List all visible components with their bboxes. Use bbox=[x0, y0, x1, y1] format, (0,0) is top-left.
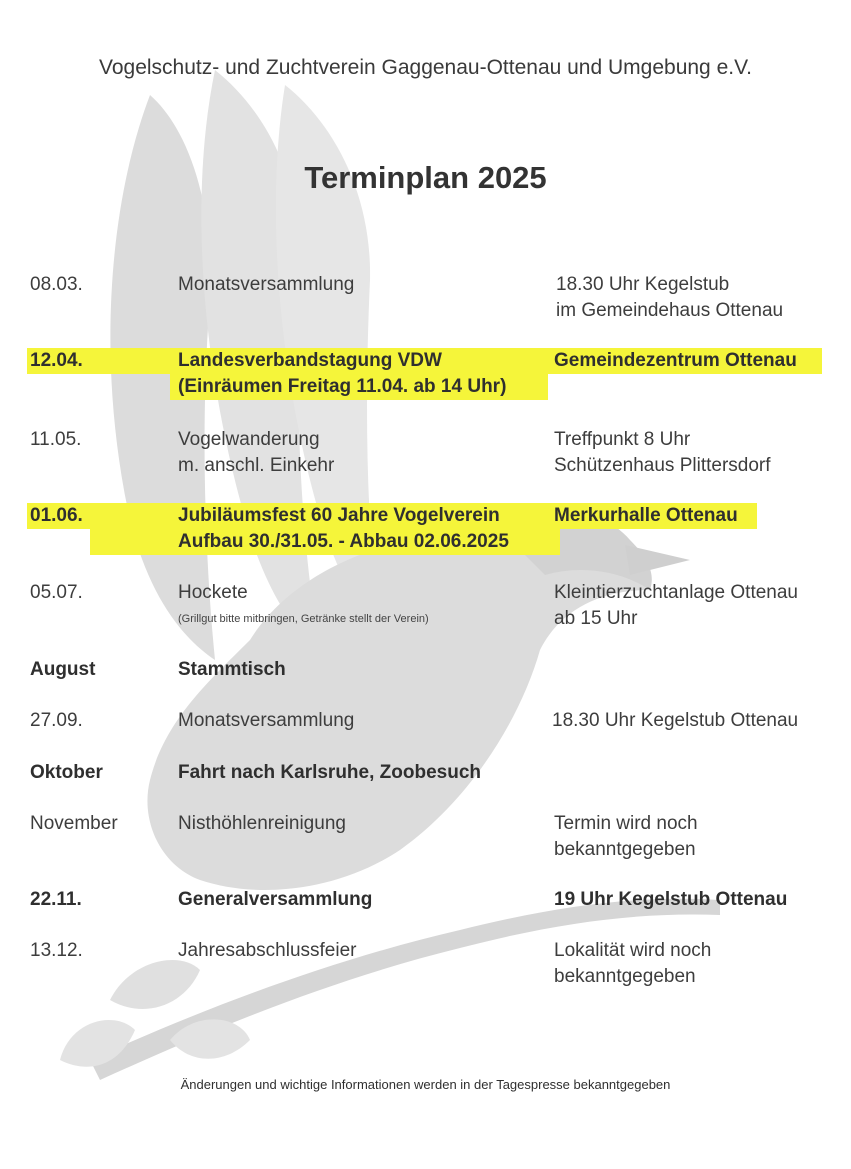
event-info: Treffpunkt 8 Uhr bbox=[554, 429, 691, 450]
event-title: (Einräumen Freitag 11.04. ab 14 Uhr) bbox=[178, 376, 507, 397]
event-info: ab 15 Uhr bbox=[554, 608, 638, 629]
event-info: Schützenhaus Plittersdorf bbox=[554, 455, 771, 476]
event-title: Aufbau 30./31.05. - Abbau 02.06.2025 bbox=[178, 531, 509, 552]
organization-name: Vogelschutz- und Zuchtverein Gaggenau-Ottenau und Umgebung e.V. bbox=[99, 56, 752, 79]
event-note-text: (Grillgut bitte mitbringen, Getränke stellt der Verein) bbox=[178, 613, 429, 625]
event-info: Kleintierzuchtanlage Ottenau bbox=[554, 582, 798, 603]
event-title: Monatsversammlung bbox=[178, 710, 355, 731]
event-date: Oktober bbox=[30, 762, 103, 783]
event-info: Lokalität wird noch bbox=[554, 940, 712, 961]
event-date: 13.12. bbox=[30, 940, 83, 961]
event-date: November bbox=[30, 813, 118, 834]
event-info: Merkurhalle Ottenau bbox=[554, 505, 738, 526]
event-date: 22.11. bbox=[30, 889, 82, 910]
event-title: Nisthöhlenreinigung bbox=[178, 813, 346, 834]
event-date: 12.04. bbox=[30, 350, 83, 371]
event-info: bekanntgegeben bbox=[554, 966, 696, 987]
event-info: Gemeindezentrum Ottenau bbox=[554, 350, 797, 371]
event-title: Jubiläumsfest 60 Jahre Vogelverein bbox=[178, 505, 500, 526]
event-title: Hockete bbox=[178, 582, 248, 603]
event-note bbox=[178, 610, 429, 628]
event-title: Vogelwanderung bbox=[178, 429, 320, 450]
event-info: 18.30 Uhr Kegelstub bbox=[556, 274, 730, 295]
page-title: Terminplan 2025 bbox=[304, 160, 547, 195]
event-title: Monatsversammlung bbox=[178, 274, 355, 295]
event-date: August bbox=[30, 659, 96, 680]
event-date: 05.07. bbox=[30, 582, 83, 603]
event-info: im Gemeindehaus Ottenau bbox=[556, 300, 784, 321]
event-date: 27.09. bbox=[30, 710, 83, 731]
event-date: 01.06. bbox=[30, 505, 83, 526]
leaf-1 bbox=[110, 960, 200, 1009]
event-title: m. anschl. Einkehr bbox=[178, 455, 335, 476]
event-info: Termin wird noch bbox=[554, 813, 698, 834]
event-title: Fahrt nach Karlsruhe, Zoobesuch bbox=[178, 762, 481, 783]
bird-beak bbox=[625, 545, 690, 575]
event-info: 19 Uhr Kegelstub Ottenau bbox=[554, 889, 788, 910]
event-title: Landesverbandstagung VDW bbox=[178, 350, 442, 371]
event-date: 08.03. bbox=[30, 274, 83, 295]
event-title: Generalversammlung bbox=[178, 889, 373, 910]
event-title: Stammtisch bbox=[178, 659, 286, 680]
event-info: 18.30 Uhr Kegelstub Ottenau bbox=[552, 710, 799, 731]
footer-note: Änderungen und wichtige Informationen werden in der Tagespresse bekanntgegeben bbox=[180, 1077, 671, 1092]
event-info: bekanntgegeben bbox=[554, 839, 696, 860]
event-title: Jahresabschlussfeier bbox=[178, 940, 357, 961]
event-date: 11.05. bbox=[30, 429, 82, 450]
